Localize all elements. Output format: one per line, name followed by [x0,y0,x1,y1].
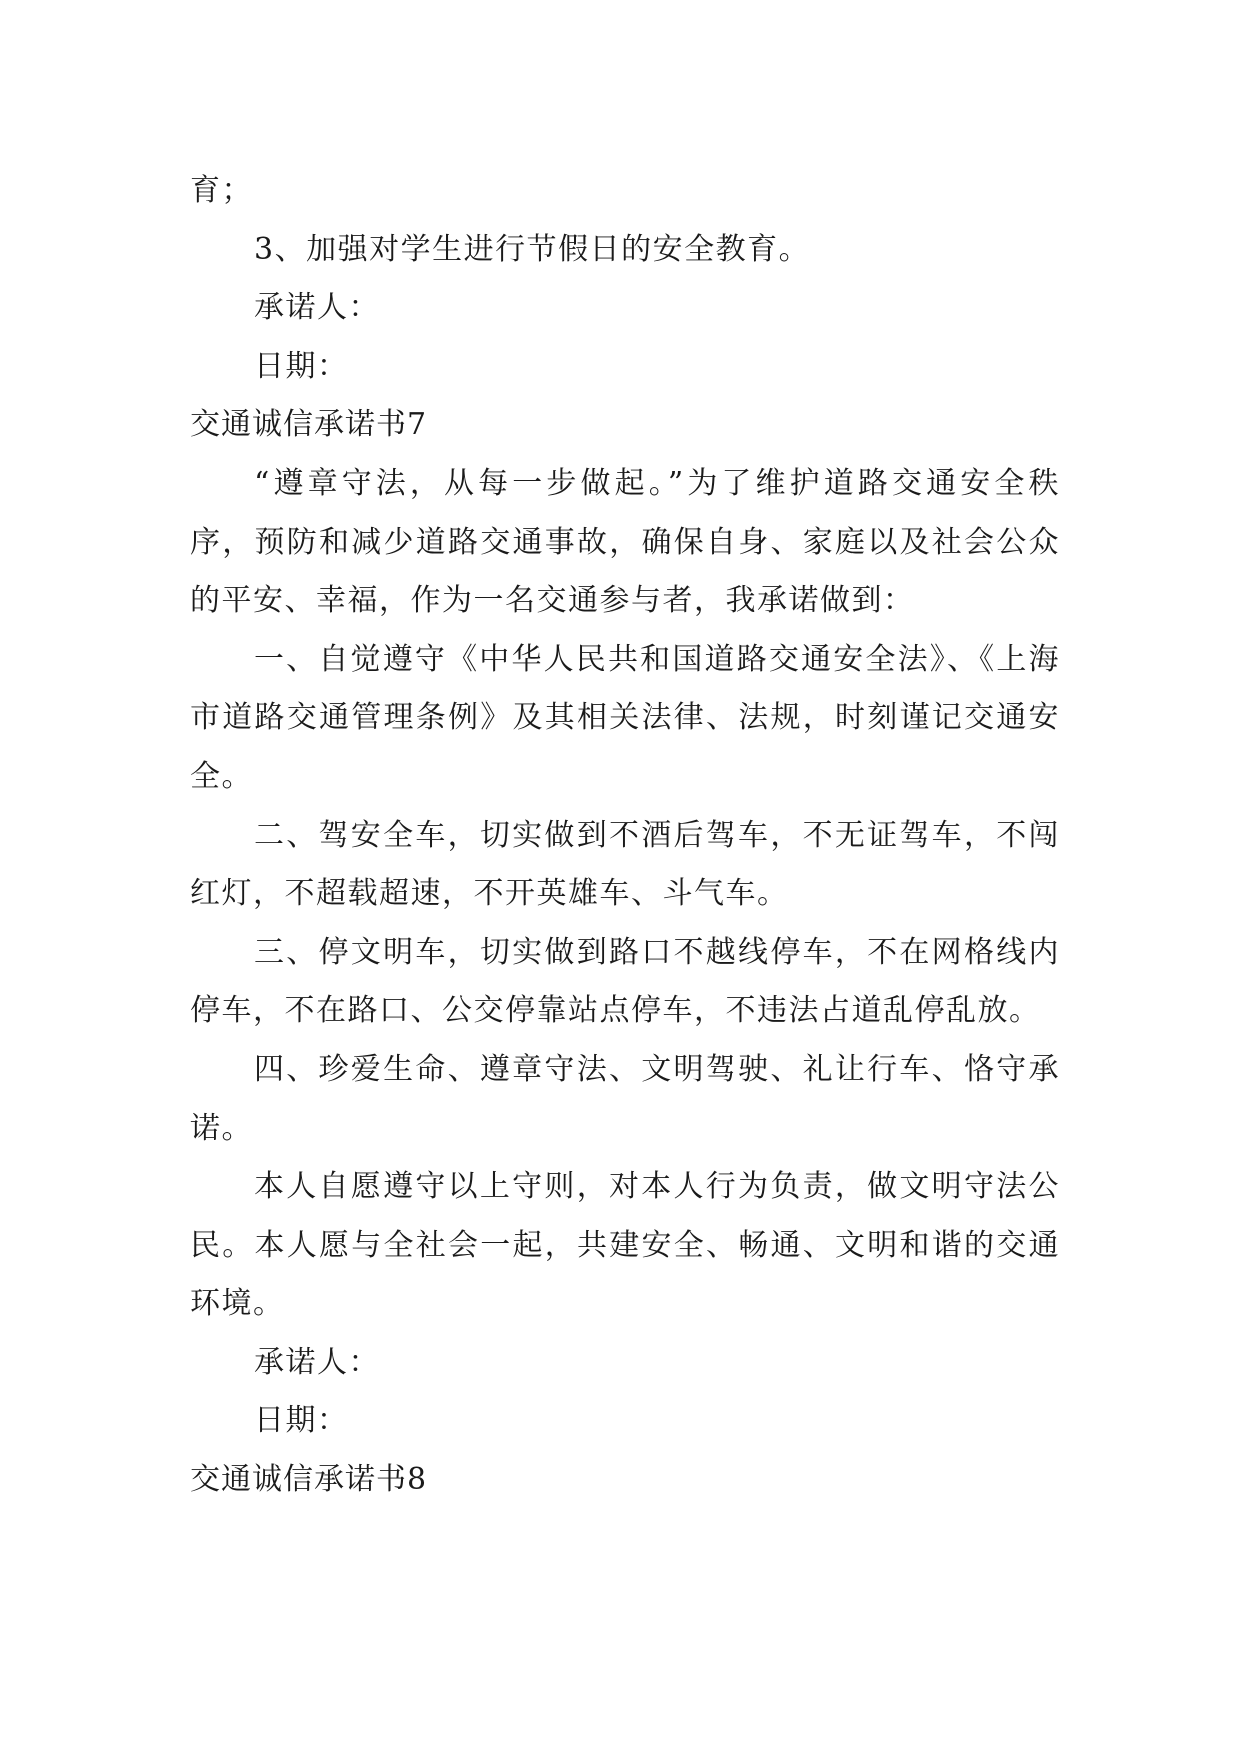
date-label: 日期： [254,348,349,384]
commitment-item-3: 三、停文明车，切实做到路口不越线停车，不在网格线内停车，不在路口、公交停靠站点停车，不违法占道乱停乱放。 [190,934,1060,1029]
closing-paragraph: 本人自愿遵守以上守则，对本人行为负责，做文明守法公民。本人愿与全社会一起，共建安全、畅通、文明和谐的交通环境。 [190,1169,1060,1322]
section-heading-7: 交通诚信承诺书7 [190,407,428,443]
commitment-item-1: 一、自觉遵守《中华人民共和国道路交通安全法》、《上海市道路交通管理条例》及其相关法律、法规，时刻谨记交通安全。 [190,641,1060,794]
document-body [190,162,1060,1510]
section-heading-8: 交通诚信承诺书8 [190,1462,428,1498]
intro-paragraph: “遵章守法，从每一步做起。”为了维护道路交通安全秩序，预防和减少道路交通事故，确保自身、家庭以及社会公众的平安、幸福，作为一名交通参与者，我承诺做到： [190,465,1060,619]
commitment-item-4: 四、珍爱生命、遵章守法、文明驾驶、礼让行车、恪守承诺。 [190,1051,1060,1146]
promisor-signature-label: 承诺人： [254,1344,380,1380]
date-label: 日期： [254,1403,349,1439]
paragraph-continuation: 育； [190,173,253,208]
list-item-3: 3、加强对学生进行节假日的安全教育。 [254,231,811,267]
commitment-item-2: 二、驾安全车，切实做到不酒后驾车，不无证驾车，不闯红灯，不超载超速，不开英雄车、斗气车。 [190,817,1060,912]
promisor-signature-label: 承诺人： [254,290,380,326]
